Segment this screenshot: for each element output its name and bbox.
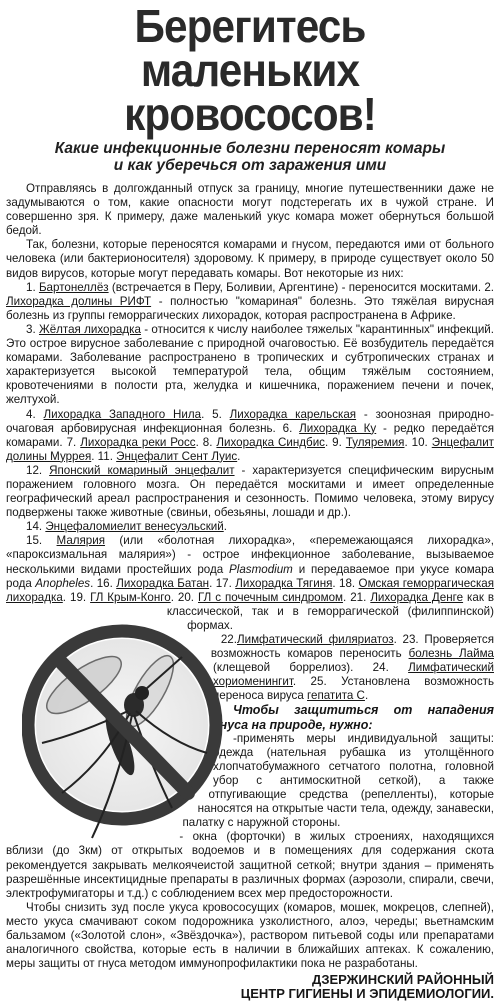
article-signature: ДЗЕРЖИНСКИЙ РАЙОННЫЙ ЦЕНТР ГИГИЕНЫ И ЭПИДЕМИОЛОГИИ.	[240, 972, 494, 1001]
disease-link-malaria: Малярия	[56, 534, 106, 548]
disease-paragraph-22-25: 22.Лимфатический филяриатоз. 23. Проверяется возможность комаров переносить болезнь Лайма (клещевой боррелиоз). 24. Лимфатический хориоменингит. 25. Установлена возможность переноса вируса гепатита С.	[210, 633, 495, 703]
disease-paragraph-3: 3. Жёлтая лихорадка - относится к числу наиболее тяжелых "карантинных" инфекций. Это острое вирусное заболевание с природной очаговостью. Её возбудитель передаётся комарами. Заболевание распространено в тропических и субтропических странах и характеризуется высокой температурой тела, общим тяжёлым состоянием, кровотечениями в полости рта, желудка и кишечника, поражением печени и почек, желтухой.	[6, 322, 495, 407]
article-headline	[26, 0, 475, 140]
disease-link-st-louis: Энцефалит Сент Луис	[116, 449, 238, 463]
disease-paragraph-1-2: 1. Бартонеллёз (встречается в Перу, Боливии, Аргентине) - переносится москитами. 2. Лихорадка долины РИФТ - полностью "комариная" болезнь. Это тяжёлая вирусная болезнь из группы геморрагических лихорадок, которая распространена в Африке.	[6, 280, 495, 322]
protection-paragraph-2: - окна (форточки) в жилых строениях, находящихся вблизи (до 3км) от открытых водоемов и в помещениях для содержания скота рекомендуется закрывать мелкоячеистой защитной сеткой; внутри здания – применять разрешённые инсектицидные препараты в различных формах (аэрозоли, спирали, свечи, электрофумигаторы и т.д.) с соблюдением всех мер предосторожности.	[6, 830, 494, 900]
disease-link-sindbis: Лихорадка Синдбис	[216, 435, 325, 449]
disease-link-filariasis: Лимфатический филяриатоз	[236, 633, 394, 646]
disease-link-west-nile: Лихорадка Западного Нила	[43, 407, 202, 421]
disease-link-yellow-fever: Жёлтая лихорадка	[38, 322, 141, 336]
disease-link-lcm: Лимфатический хориоменингит	[213, 661, 494, 689]
disease-link-tyaginya: Лихорадка Тягиня	[235, 576, 333, 590]
headline-line-2: кровососов!	[124, 88, 376, 140]
intro-paragraph-2: Так, болезни, которые переносятся комарами и гнусом, передаются ими от больного человека (или бактерионосителя) здоровому. К примеру, в природе существует около 50 видов вирусов, которые могут передавать комары. Вот некоторые из них:	[6, 238, 494, 280]
disease-link-crimea-congo: ГЛ Крым-Конго	[90, 590, 171, 604]
disease-link-karelian: Лихорадка карельская	[229, 407, 357, 421]
disease-link-murray-valley: Энцефалит долины Муррея	[6, 435, 494, 463]
disease-paragraph-15-21: 15. Малярия (или «болотная лихорадка», «перемежающаяся лихорадка», «пароксизмальная малярия») - острое инфекционное заболевание, вызываемое несколькими видами простейших рода Plasmodium и передаваемое при укусе комара рода Anopheles. 16. Лихорадка Батан. 17. Лихорадка Тягиня. 18. Омская геморрагическая лихорадка. 19. ГЛ Крым-Конго. 20. ГЛ с почечным синдромом. 21. Лихорадка Денге как в классической, так и в геморрагической (филиппинской) формах.	[6, 534, 494, 633]
crossed-mosquito-icon	[22, 590, 227, 855]
disease-link-venezuelan: Энцефаломиелит венесуэльский	[45, 520, 224, 534]
disease-paragraph-14: 14. Энцефаломиелит венесуэльский.	[26, 520, 227, 534]
disease-link-q-fever: Лихорадка Ку	[299, 421, 377, 435]
disease-paragraph-4-11: 4. Лихорадка Западного Нила. 5. Лихорадка карельская - зоонозная природно-очаговая арбовирусная инфекционная болезнь. 6. Лихорадка Ку - редко передаётся комарами. 7. Лихорадка реки Росс. 8. Лихорадка Синдбис. 9. Туляремия. 10. Энцефалит долины Муррея. 11. Энцефалит Сент Луис.	[6, 407, 495, 463]
article-subheadline: Какие инфекционные болезни переносят комары и как уберечься от заражения ими	[54, 140, 446, 174]
disease-link-hepatitis-c: гепатита С	[307, 689, 365, 703]
disease-link-dengue: Лихорадка Денге	[370, 590, 464, 604]
disease-link-japanese-encephalitis: Японский комариный энцефалит	[49, 463, 235, 477]
disease-link-renal-syndrome: ГЛ с почечным синдромом	[198, 590, 344, 604]
disease-link-omsk: Омская геморрагическая лихорадка	[6, 576, 495, 604]
headline-line-1: Берегитесь маленьких	[134, 0, 366, 96]
disease-link-rift: Лихорадка долины РИФТ	[6, 294, 152, 308]
protection-paragraph-1: -применять меры индивидуальной защиты: одежда (нательная рубашка из утолщённого хлопчатобумажного сетчатого полотна, головной убор с антимоскитной сеткой), а также отпугивающие средства (репелленты), которые наносятся на открытые части тела, одежду, занавески, палатку с наружной стороны.	[182, 731, 494, 830]
disease-link-tularemia: Туляремия	[345, 435, 405, 449]
protection-heading: Чтобы защититься от нападения гнуса на природе, нужно:	[213, 703, 494, 732]
disease-link-lyme: болезнь Лайма	[408, 647, 494, 661]
intro-paragraph-1: Отправляясь в долгожданный отпуск за границу, многие путешественники даже не задумываются о том, какие опасности могут подстерегать их в чужой стране. И совершенно зря. К примеру, даже маленький укус комара может обернуться большой бедой.	[6, 182, 494, 238]
disease-link-bartonellosis: Бартонеллёз	[38, 280, 109, 294]
disease-paragraph-12: 12. Японский комариный энцефалит - характеризуется специфическим вирусным поражением головного мозга. Он передаётся москитами и имеет определенные географический ареал распространения и сезонность. Помимо человека, этому вирусу подвержены также животные (свиньи, обезьяны, лошади и др.).	[6, 463, 494, 520]
protection-paragraph-3: Чтобы снизить зуд после укуса кровососущих (комаров, мошек, мокрецов, слепней), место укуса смачивают соком подорожника узколистного, алоэ, череды; вьетнамским бальзамом («Золотой слон», «Звёздочка»), раствором питьевой соды или препаратами аналогичного свойства, которые есть в наличии в ближайших аптеках. К сожалению, меры защиты от гнуса методом иммунопрофилактики пока не разработаны.	[6, 900, 494, 971]
article-body	[6, 182, 494, 1001]
no-mosquito-illustration	[2, 590, 207, 855]
disease-link-batan: Лихорадка Батан	[116, 576, 210, 590]
disease-link-ross-river: Лихорадка реки Росс	[80, 435, 196, 449]
